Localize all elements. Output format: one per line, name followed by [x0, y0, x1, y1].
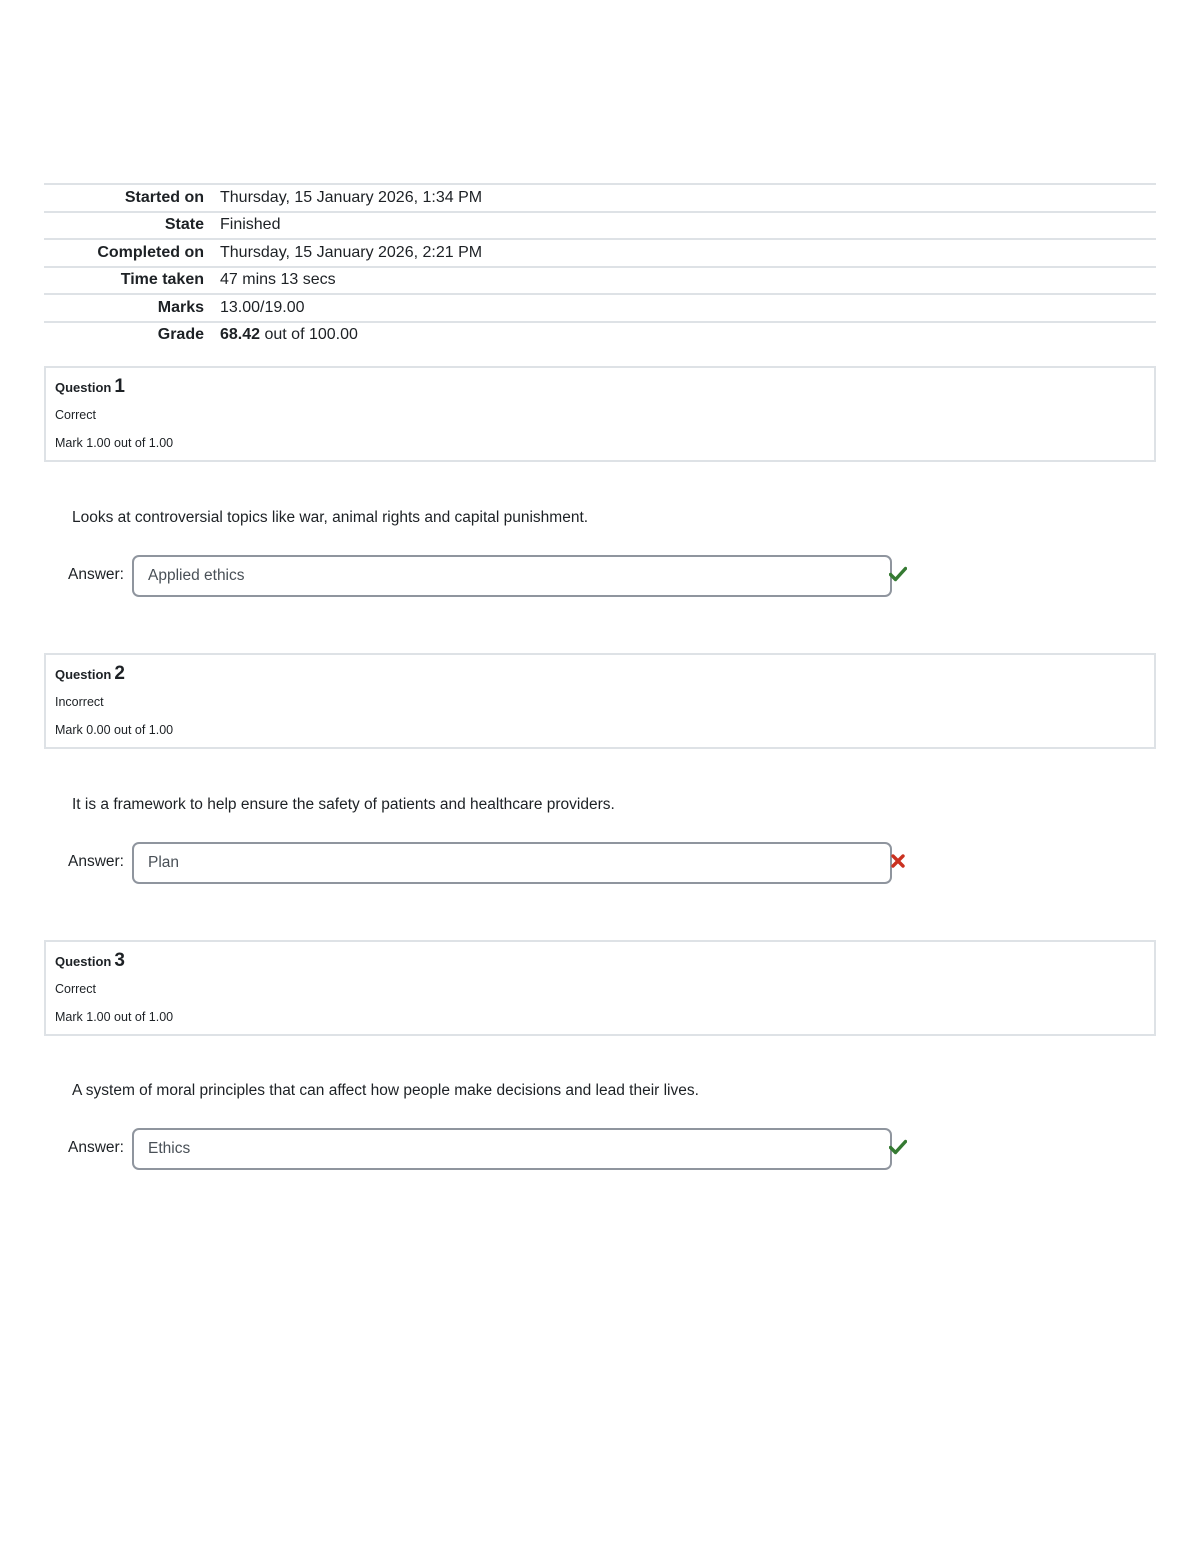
question-info-1	[44, 366, 1156, 462]
cross-icon	[889, 852, 907, 870]
summary-label: Started on	[124, 188, 204, 206]
question-state: Correct	[55, 982, 96, 996]
question-mark: Mark 1.00 out of 1.00	[55, 1010, 174, 1024]
question-state: Incorrect	[55, 695, 104, 709]
summary-value	[220, 322, 1156, 349]
summary-value: 47 mins 13 secs	[220, 271, 336, 289]
answer-label-1: Answer:	[68, 566, 124, 583]
summary-label: Grade	[157, 326, 204, 344]
question-text-3: A system of moral principles that can affect how people make decisions and lead their lives.	[72, 1082, 699, 1099]
answer-label-3: Answer:	[68, 1139, 124, 1156]
summary-row-state	[44, 212, 1156, 240]
answer-field-3[interactable]	[132, 1128, 892, 1170]
summary-label: Completed on	[97, 243, 204, 261]
check-icon	[889, 565, 907, 583]
summary-value: Thursday, 15 January 2026, 1:34 PM	[220, 188, 483, 206]
summary-row-completed-on	[44, 239, 1156, 267]
answer-label-2: Answer:	[68, 853, 124, 870]
summary-value: Finished	[220, 216, 281, 234]
question-info-3	[44, 940, 1156, 1036]
summary-row-marks	[44, 294, 1156, 322]
question-number	[55, 663, 125, 685]
question-info-2	[44, 653, 1156, 749]
attempt-summary-table	[44, 183, 1156, 348]
question-label: Question	[55, 667, 112, 682]
summary-row-time-taken	[44, 267, 1156, 295]
grade-total: out of 100.00	[260, 326, 358, 344]
answer-field-2[interactable]	[132, 842, 892, 884]
question-number-value: 1	[114, 376, 125, 397]
question-number	[55, 376, 125, 398]
question-mark: Mark 0.00 out of 1.00	[55, 723, 174, 737]
summary-value: 13.00/19.00	[220, 298, 305, 316]
question-text-2: It is a framework to help ensure the safety of patients and healthcare providers.	[72, 796, 615, 813]
grade-score: 68.42	[220, 326, 261, 344]
question-number	[55, 950, 125, 972]
summary-row-grade	[44, 322, 1156, 349]
question-text-1: Looks at controversial topics like war, animal rights and capital punishment.	[72, 509, 589, 526]
answer-field-1[interactable]	[132, 555, 892, 597]
question-state: Correct	[55, 408, 96, 422]
question-label: Question	[55, 380, 112, 395]
summary-label: State	[164, 216, 204, 234]
question-number-value: 2	[114, 663, 125, 684]
summary-row-started-on	[44, 184, 1156, 212]
summary-value: Thursday, 15 January 2026, 2:21 PM	[220, 243, 483, 261]
check-icon	[889, 1138, 907, 1156]
summary-label: Time taken	[120, 271, 204, 289]
question-label: Question	[55, 954, 112, 969]
summary-label: Marks	[157, 298, 204, 316]
question-mark: Mark 1.00 out of 1.00	[55, 436, 174, 450]
question-number-value: 3	[114, 950, 125, 971]
